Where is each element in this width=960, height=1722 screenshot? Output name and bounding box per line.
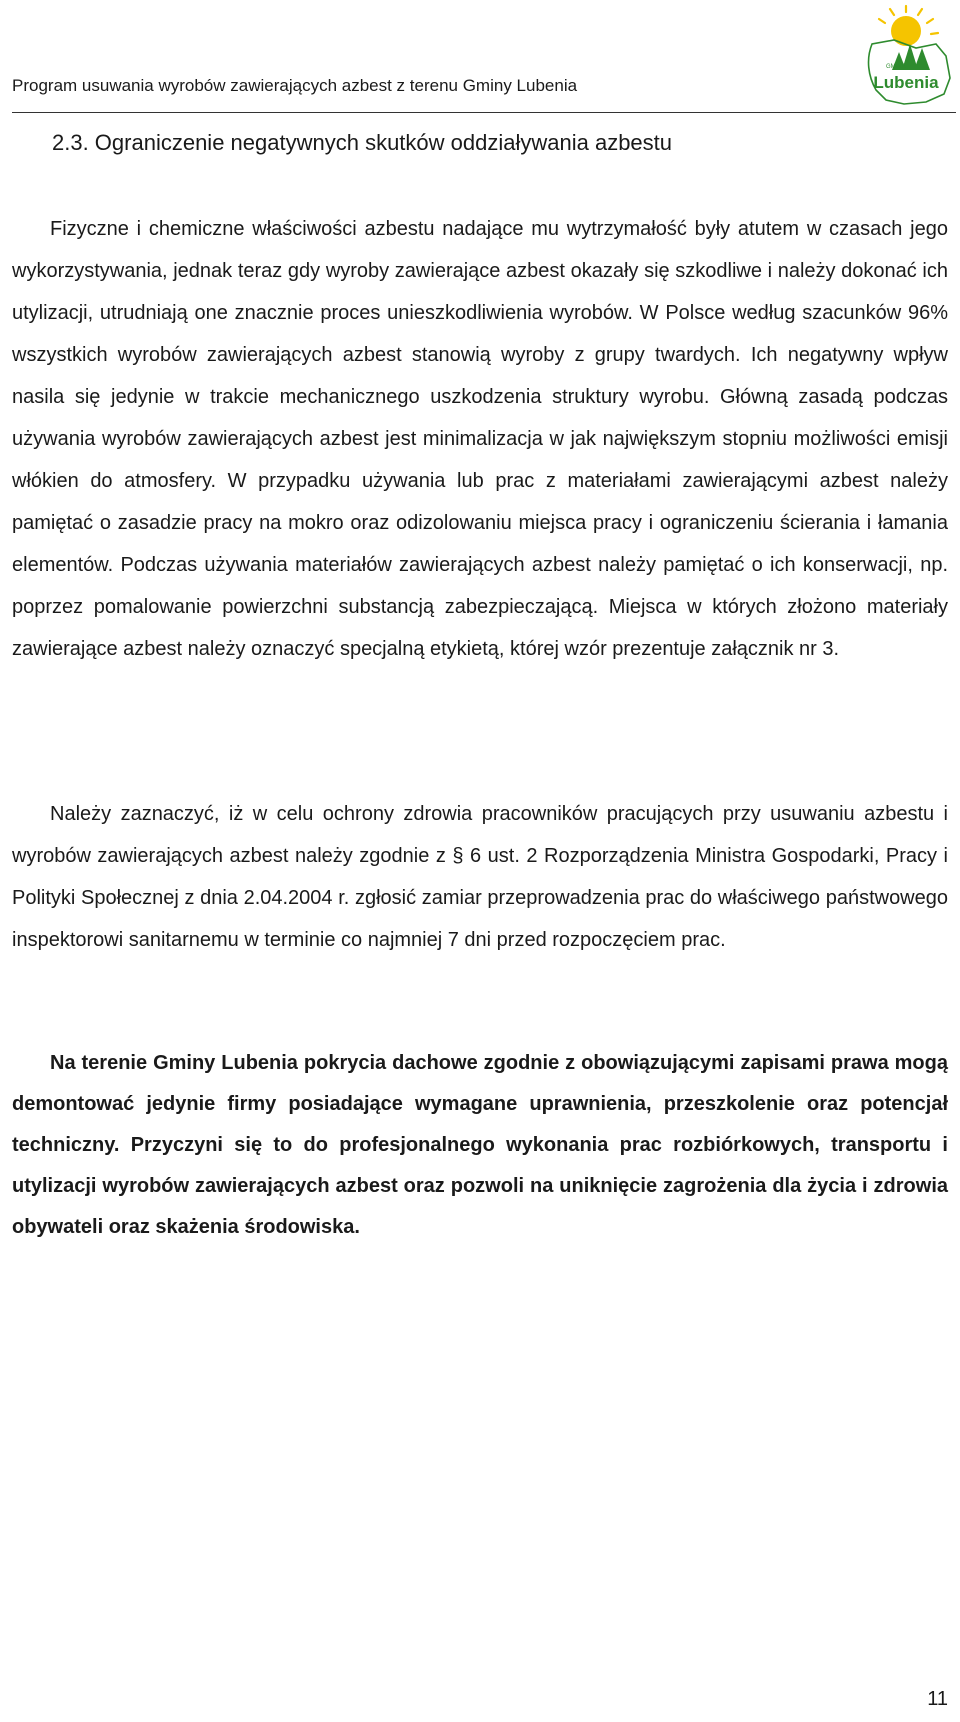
paragraph-worker-protection: Należy zaznaczyć, iż w celu ochrony zdrowia pracowników pracujących przy usuwaniu azbestu i wyrobów zawierających azbest należy zgodnie z § 6 ust. 2 Rozporządzenia Ministra Gospodarki, Pracy i Polityki Społecznej z dnia 2.04.2004 r. zgłosić zamiar przeprowadzenia prac do właściwego państwowego inspektorowi sanitarnemu w terminie co najmniej 7 dni przed rozpoczęciem prac.	[12, 803, 948, 951]
page-number: 11	[927, 1688, 948, 1710]
section-heading: 2.3. Ograniczenie negatywnych skutków oddziaływania azbestu	[52, 130, 673, 155]
running-title: Program usuwania wyrobów zawierających azbest z terenu Gminy Lubenia	[12, 76, 578, 95]
page-header	[12, 0, 956, 113]
paragraph-roofing-removal: Na terenie Gminy Lubenia pokrycia dachowe zgodnie z obowiązującymi zapisami prawa mogą demontować jedynie firmy posiadające wymagane uprawnienia, przeszkolenie oraz potencjał techniczny. Przyczyni się to do profesjonalnego wykonania prac rozbiórkowych, transportu i utylizacji wyrobów zawierających azbest oraz pozwoli na uniknięcie zagrożenia dla życia i zdrowia obywateli oraz skażenia środowiska.	[12, 1052, 948, 1238]
svg-text:Lubenia: Lubenia	[873, 73, 939, 92]
gmina-lubenia-logo	[856, 4, 956, 108]
logo-graphic	[856, 4, 956, 108]
svg-text:GMINA: GMINA	[886, 64, 906, 70]
paragraph-asbestos-properties: Fizyczne i chemiczne właściwości azbestu nadające mu wytrzymałość były atutem w czasach jego wykorzystywania, jednak teraz gdy wyroby zawierające azbest okazały się szkodliwe i należy dokonać ich utylizacji, utrudniają one znacznie proces unieszkodliwienia wyrobów. W Polsce według szacunków 96% wszystkich wyrobów zawierających azbest stanowią wyroby z grupy twardych. Ich negatywny wpływ nasila się jedynie w trakcie mechanicznego uszkodzenia struktury wyrobu. Główną zasadą podczas używania wyrobów zawierających azbest jest minimalizacja w jak największym stopniu możliwości emisji włókien do atmosfery. W przypadku używania lub prac z materiałami zawierającymi azbest należy pamiętać o zasadzie pracy na mokro oraz odizolowaniu miejsca pracy i ograniczeniu ścierania i łamania elementów. Podczas używania materiałów zawierających azbest należy pamiętać o ich konserwacji, np. poprzez pomalowanie powierzchni substancją zabezpieczającą. Miejsca w których złożono materiały zawierające azbest należy oznaczyć specjalną etykietą, której wzór prezentuje załącznik nr 3.	[12, 218, 948, 660]
